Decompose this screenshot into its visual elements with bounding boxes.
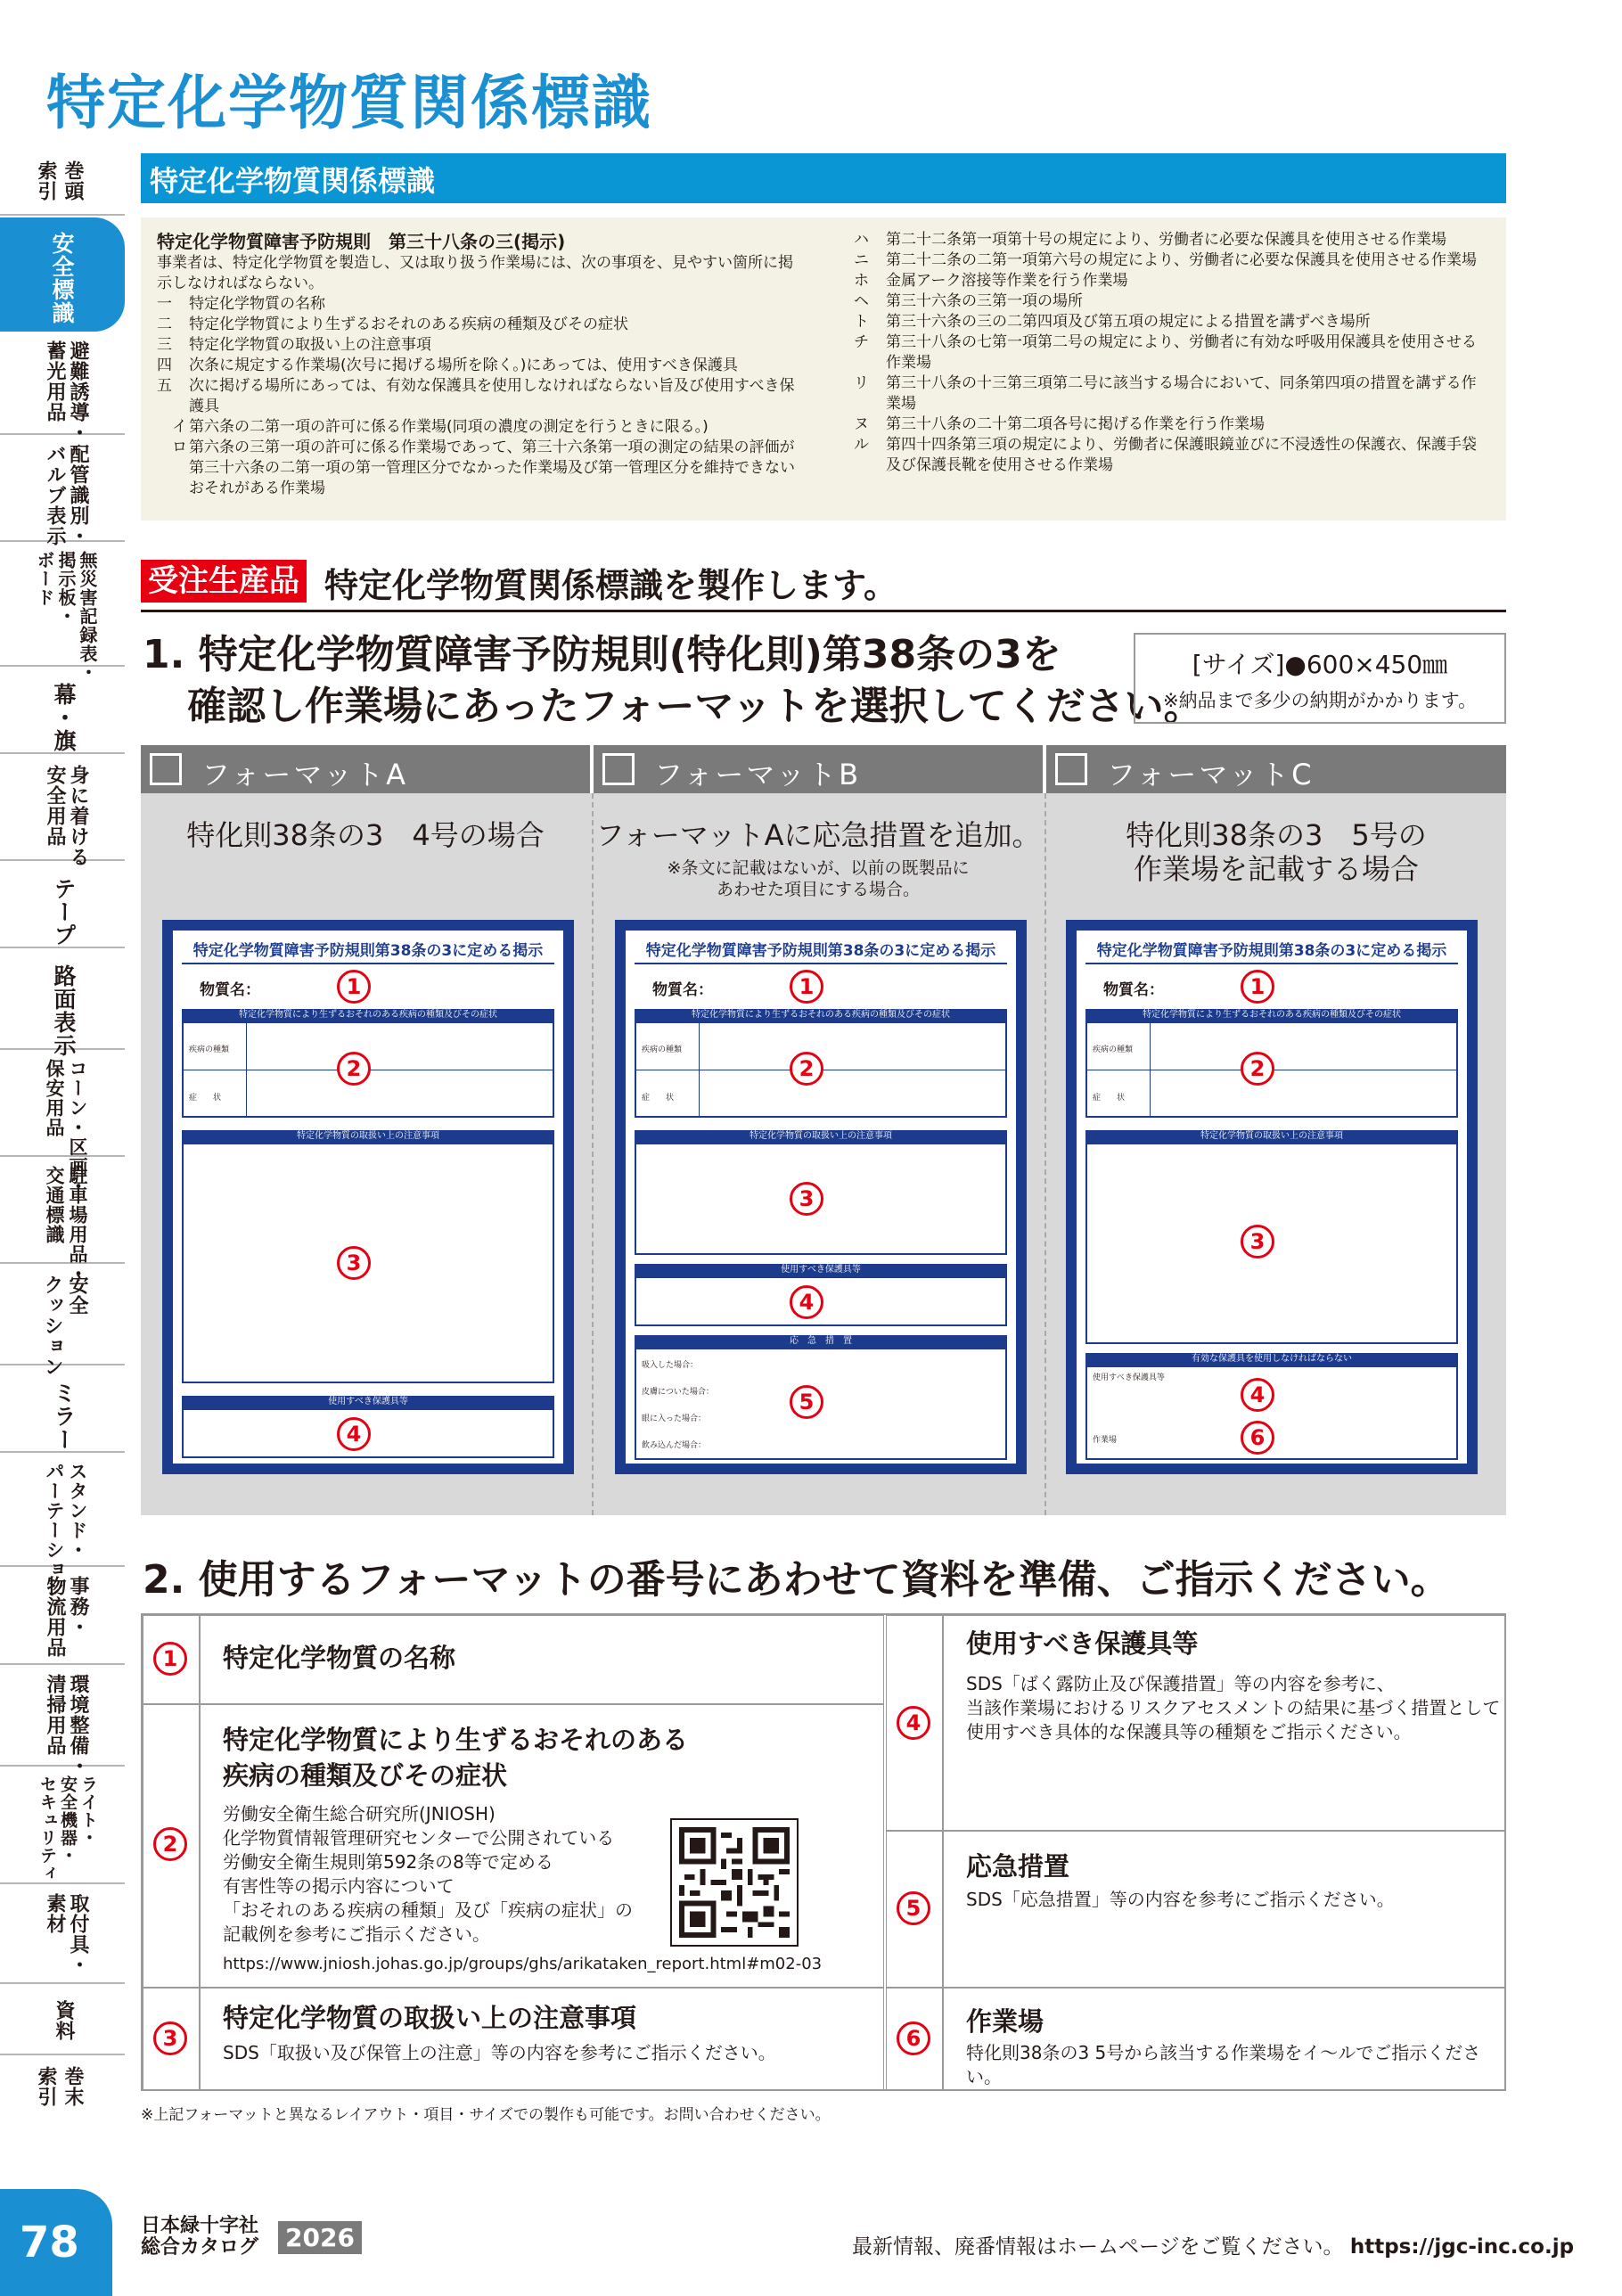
sign-name-label: 物質名： (1103, 981, 1164, 999)
sidebar-item-tape[interactable]: テープ (0, 863, 125, 948)
regulation-item: ハ 第二十二条第一項第十号の規定により、労働者に必要な保護具を使用させる作業場 (854, 231, 1446, 249)
divider (592, 793, 594, 1515)
format-c-sign (1066, 920, 1478, 1474)
regulation-item: 四 次条に規定する作業場(次号に掲げる場所を除く。)にあっては、使用すべき保護具 (157, 357, 738, 374)
sidebar-item-materials[interactable]: 資料 (0, 1986, 125, 2055)
marker-3: 3 (337, 1246, 371, 1280)
sidebar-item-mirror[interactable]: ミラー (0, 1367, 125, 1453)
regulation-item: ヌ 第三十八条の二十第二項各号に掲げる作業を行う作業場 (854, 415, 1265, 433)
row-6-title: 作業場 (966, 2006, 1044, 2037)
number-5-icon: 5 (897, 1891, 930, 1925)
regulation-item: 二 特定化学物質により生ずるおそれのある疾病の種類及びその症状 (157, 316, 628, 333)
sidebar-item-safety-signs[interactable]: 安全標識 (0, 217, 125, 332)
footnote: ※上記フォーマットと異なるレイアウト・項目・サイズでの製作も可能です。お問い合わせください。 (141, 2106, 831, 2124)
number-3-icon: 3 (153, 2021, 187, 2055)
regulation-item: ロ 第六条の三第一項の許可に係る作業場であって、第三十六条第一項の測定の結果の評価が第三十六条の二第一項の第一管理区分でなかった作業場及び第一管理区分を維持できないおそれがある作業場 (157, 439, 795, 497)
page-title: 特定化学物質関係標識 (46, 69, 652, 137)
sidebar-item-parking[interactable]: 駐車場用品・ 交通標識 (0, 1159, 125, 1264)
sidebar-item-road-marking[interactable]: 路面表示 (0, 950, 125, 1050)
row-5-title: 応急措置 (966, 1851, 1070, 1882)
regulation-item: チ 第三十八条の七第一項第二号の規定により、労働者に有効な呼吸用保護具を使用させる作業場 (854, 333, 1477, 372)
sidebar-item-cleaning[interactable]: 環境整備・ 清掃用品 (0, 1667, 125, 1767)
marker-3: 3 (790, 1182, 823, 1216)
size-label: [サイズ]●600×450㎜ (1192, 650, 1448, 679)
sidebar-item-evacuation[interactable]: 避難誘導・ 蓄光用品 (0, 333, 125, 435)
sidebar-item-index[interactable]: 巻頭 索引 (0, 152, 125, 216)
marker-1: 1 (790, 970, 823, 1004)
regulation-item: ホ 金属アーク溶接等作業を行う作業場 (854, 272, 1128, 290)
sidebar-item-cushion[interactable]: 安全 クッション (0, 1266, 125, 1365)
format-b-description: フォーマットAに応急措置を追加。 (595, 818, 1041, 852)
row-2-description: 労働安全衛生総合研究所(JNIOSH) 化学物質情報管理研究センターで公開されている 労働安全衛生規則第592条の8等で定める 有害性等の掲示内容について 「おそれのある疾病の種類」及び「疾病の症状」の 記載例を参考にご指示ください。 (223, 1803, 633, 1945)
sign-disease-box: 疾病の種類 症 状 (1085, 1021, 1458, 1118)
sidebar-item-end-index[interactable]: 巻末 索引 (35, 2066, 84, 2107)
regulation-left (157, 230, 807, 499)
regulation-items-right (854, 230, 1491, 476)
sidebar-item-piping[interactable]: 配管識別・ バルブ表示 (0, 437, 125, 542)
order-heading: 特定化学物質関係標識を製作します。 (324, 566, 897, 605)
size-box (1134, 633, 1506, 724)
sign-handling-bar: 特定化学物質の取扱い上の注意事項 (635, 1130, 1007, 1143)
marker-2: 2 (1241, 1052, 1274, 1086)
regulation-item: ル 第四十四条第三項の規定により、労働者に保護眼鏡並びに不浸透性の保護衣、保護手袋及び保護長靴を使用させる作業場 (854, 436, 1477, 474)
row-6-description: 特化則38条の3 5号から該当する作業場をイ～ルでご指示ください。 (966, 2042, 1481, 2087)
marker-3: 3 (1241, 1225, 1274, 1259)
regulation-item: ヘ 第三十六条の三第一項の場所 (854, 292, 1083, 310)
row-2-title: 特定化学物質により生ずるおそれのある 疾病の種類及びその症状 (223, 1725, 689, 1791)
number-6-icon: 6 (897, 2021, 930, 2055)
sign-disease-bar: 特定化学物質により生ずるおそれのある疾病の種類及びその症状 (1085, 1009, 1458, 1021)
sidebar-item-banners[interactable]: 幕・旗 (0, 668, 125, 754)
format-c-description: 特化則38条の3 5号の 作業場を記載する場合 (1126, 818, 1427, 886)
sign-title: 特定化学物質障害予防規則第38条の3に定める掲示 (645, 942, 996, 960)
format-b-sign (615, 920, 1027, 1474)
step1-heading: 1. 特定化学物質障害予防規則(特化則)第38条の3を 確認し作業場にあったフォーマットを選択してください。 (143, 632, 1203, 729)
sign-ppe-bar: 使用すべき保護具等 (182, 1396, 554, 1408)
marker-4: 4 (790, 1285, 823, 1319)
sign-title: 特定化学物質障害予防規則第38条の3に定める掲示 (193, 942, 544, 960)
marker-2: 2 (790, 1052, 823, 1086)
sign-ppe-bar: 使用すべき保護具等 (635, 1264, 1007, 1276)
sign-required-ppe-box: 使用すべき保護具等 作業場 (1085, 1365, 1458, 1460)
divider (635, 963, 1007, 964)
marker-1: 1 (337, 970, 371, 1004)
sidebar-item-cones[interactable]: コーン・区画・ 保安用品 (0, 1052, 125, 1157)
sign-first-aid-bar: 応 急 措 置 (635, 1335, 1007, 1348)
requirements-table (141, 1613, 1506, 2091)
regulation-item: ト 第三十六条の三の二第四項及び第五項の規定による措置を講ずべき場所 (854, 313, 1371, 331)
regulation-box (141, 217, 1506, 521)
catalog-name: 日本緑十字社 総合カタログ (141, 2215, 259, 2259)
marker-2: 2 (337, 1052, 371, 1086)
sign-title: 特定化学物質障害予防規則第38条の3に定める掲示 (1096, 942, 1447, 960)
format-b-checkbox[interactable] (602, 753, 635, 785)
sign-required-ppe-bar: 有効な保護具を使用しなければならない (1085, 1353, 1458, 1365)
marker-6: 6 (1241, 1421, 1274, 1455)
sign-handling-bar: 特定化学物質の取扱い上の注意事項 (182, 1130, 554, 1143)
sign-first-aid-box: 吸入した場合： 皮膚についた場合： 眼に入った場合： 飲み込んだ場合： (635, 1348, 1007, 1460)
step2-heading: 2. 使用するフォーマットの番号にあわせて資料を準備、ご指示ください。 (143, 1557, 1450, 1603)
catalog-year: 2026 (278, 2221, 362, 2254)
format-c-checkbox[interactable] (1055, 753, 1087, 785)
sidebar-item-boards[interactable]: 無災害記録表・ 掲示板・ ボード (0, 544, 125, 667)
divider (182, 963, 554, 964)
sign-disease-bar: 特定化学物質により生ずるおそれのある疾病の種類及びその症状 (182, 1009, 554, 1021)
number-4-icon: 4 (897, 1706, 930, 1740)
section-header: 特定化学物質関係標識 (141, 153, 1506, 203)
format-a-sign (162, 920, 574, 1474)
regulation-item: 一 特定化学物質の名称 (157, 295, 325, 313)
sign-disease-box: 疾病の種類 症 状 (635, 1021, 1007, 1118)
regulation-item: 三 特定化学物質の取扱い上の注意事項 (157, 336, 431, 354)
divider (141, 610, 1506, 612)
sign-name-label: 物質名： (200, 981, 260, 999)
format-b-note: ※条文に記載はないが、以前の既製品に あわせた項目にする場合。 (667, 858, 970, 899)
divider (1044, 793, 1046, 1515)
sidebar-item-fixtures[interactable]: 取付具・ 素材 (0, 1886, 125, 1984)
format-b-option[interactable]: フォーマットB (594, 745, 1043, 793)
regulation-item: リ 第三十八条の十三第三項第二号に該当する場合において、同条第四項の措置を講ずる作業場 (854, 374, 1477, 413)
sign-disease-bar: 特定化学物質により生ずるおそれのある疾病の種類及びその症状 (635, 1009, 1007, 1021)
website-link[interactable]: https://jgc-inc.co.jp (1349, 2235, 1575, 2259)
marker-5: 5 (790, 1385, 823, 1419)
number-2-icon: 2 (153, 1827, 187, 1861)
row-3-title: 特定化学物質の取扱い上の注意事項 (223, 2003, 637, 2033)
row-2-url[interactable]: https://www.jniosh.johas.go.jp/groups/ghs/arikataken_report.html#m02-03 (223, 1955, 823, 1973)
number-1-icon: 1 (153, 1642, 187, 1676)
format-a-description: 特化則38条の3 4号の場合 (186, 818, 545, 852)
sign-name-label: 物質名： (652, 981, 713, 999)
sidebar-item-lights[interactable]: ライト・ 安全機器・ セキュリティ (0, 1768, 125, 1884)
format-a-option[interactable]: フォーマットA (141, 745, 590, 793)
footer-info: 最新情報、廃番情報はホームページをご覧ください。 https://jgc-inc.co.jp (852, 2235, 1575, 2259)
sign-disease-box: 疾病の種類 症 状 (182, 1021, 554, 1118)
regulation-heading: 特定化学物質障害予防規則 第三十八条の三(掲示) (157, 231, 566, 252)
regulation-item: ニ 第二十二条の二第一項第六号の規定により、労働者に必要な保護具を使用させる作業場 (854, 251, 1477, 269)
format-c-option[interactable]: フォーマットC (1046, 745, 1506, 793)
regulation-intro: 事業者は、特定化学物質を製造し、又は取り扱う作業場には、次の事項を、見やすい箇所に掲示しなければならない。 (157, 254, 793, 292)
page-number: 78 (0, 2189, 112, 2296)
divider (1085, 963, 1458, 964)
sidebar-item-stands[interactable]: スタンド・ パーテーション (0, 1455, 125, 1567)
row-3-description: SDS「取扱い及び保管上の注意」等の内容を参考にご指示ください。 (223, 2042, 776, 2063)
sign-handling-bar: 特定化学物質の取扱い上の注意事項 (1085, 1130, 1458, 1143)
regulation-item: イ 第六条の二第一項の許可に係る作業場(同項の濃度の測定を行うときに限る。) (157, 418, 709, 436)
row-4-title: 使用すべき保護具等 (966, 1628, 1199, 1659)
made-to-order-badge: 受注生産品 (141, 560, 307, 603)
row-5-description: SDS「応急措置」等の内容を参考にご指示ください。 (966, 1889, 1395, 1910)
marker-4: 4 (1241, 1378, 1274, 1412)
format-a-checkbox[interactable] (150, 753, 182, 785)
marker-4: 4 (337, 1417, 371, 1451)
qr-code-icon[interactable] (670, 1818, 799, 1947)
regulation-item: 五 次に掲げる場所にあっては、有効な保護具を使用しなければならない旨及び使用すべき保護具 (157, 377, 795, 415)
regulation-items-left (157, 294, 807, 499)
regulation-right (854, 230, 1491, 476)
row-1-title: 特定化学物質の名称 (223, 1643, 456, 1673)
sidebar-item-office[interactable]: 事務・ 物流用品 (0, 1569, 125, 1665)
row-4-description: SDS「ばく露防止及び保護措置」等の内容を参考に、 当該作業場におけるリスクアセスメントの結果に基づく措置として 使用すべき具体的な保護具等の種類をご指示ください。 (966, 1673, 1501, 1742)
marker-1: 1 (1241, 970, 1274, 1004)
sidebar-item-wearables[interactable]: 身に着ける 安全用品 (0, 756, 125, 861)
size-note: ※納品まで多少の納期がかかります。 (1163, 690, 1477, 711)
